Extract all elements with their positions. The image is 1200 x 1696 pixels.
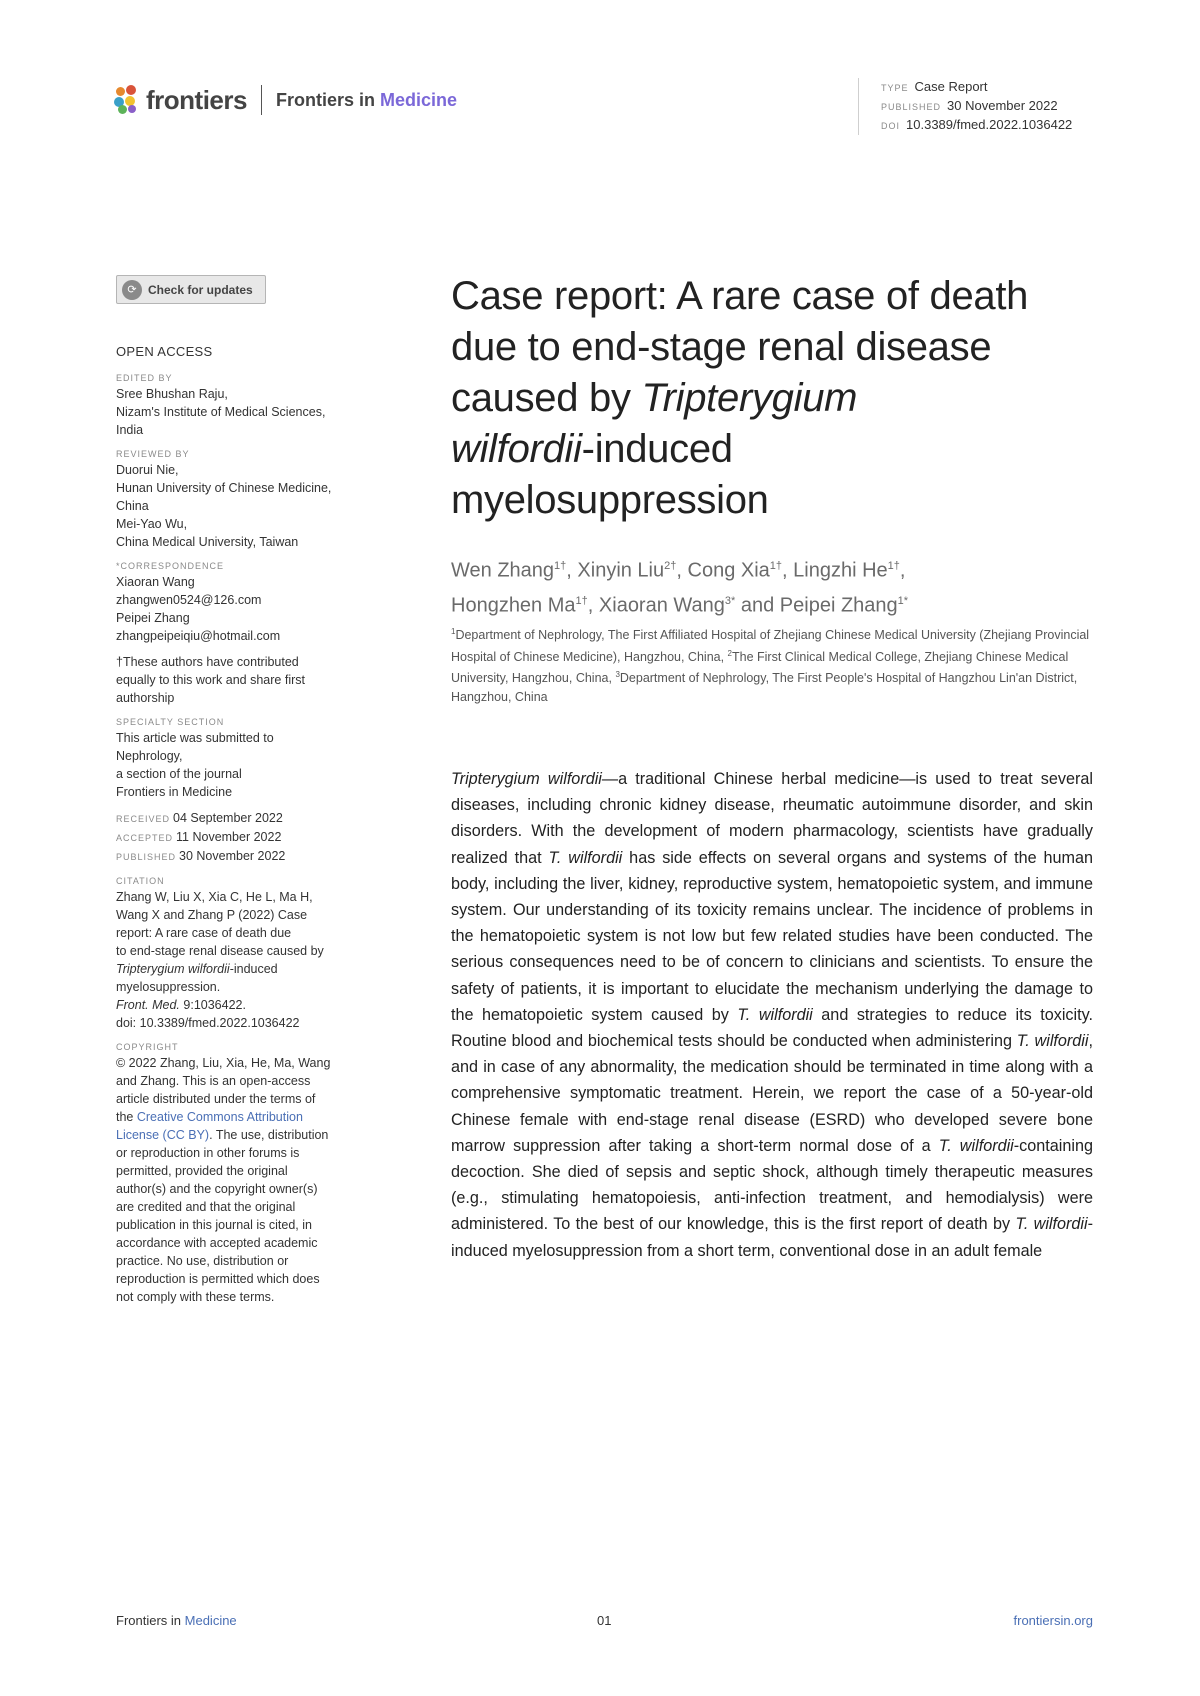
frontiers-logo-icon bbox=[114, 85, 140, 115]
author: Lingzhi He bbox=[793, 559, 888, 582]
edited-by-heading: EDITED BY bbox=[116, 373, 173, 383]
author: Hongzhen Ma bbox=[451, 594, 576, 617]
meta-doi: DOI 10.3389/fmed.2022.1036422 bbox=[881, 117, 1073, 132]
page-number: 01 bbox=[597, 1613, 612, 1628]
published-date: PUBLISHED 30 November 2022 bbox=[116, 849, 286, 863]
author: Peipei Zhang bbox=[779, 594, 898, 617]
open-access-label: OPEN ACCESS bbox=[116, 344, 213, 359]
specialty-heading: SPECIALTY SECTION bbox=[116, 717, 225, 727]
citation-text: Zhang W, Liu X, Xia C, He L, Ma H, Wang X and Zhang P (2022) Case report: A rare case of death due to end-stage renal disease caused by Tripterygium wilfordii-induced myelosuppression. Front. Med. 9:1036422. doi: 10.3389/fmed.2022.1036422 bbox=[116, 890, 324, 1030]
sidebar: OPEN ACCESS EDITED BY Sree Bhushan Raju, Nizam's Institute of Medical Sciences, India REVIEWED BY Duorui Nie, Hunan University of Chinese Medicine, China Mei-Yao Wu, China Medical University, Taiwan *CORRESPONDENCE Xiaoran Wang zhangwen0524@126.com Peipei Zhang zhangpeipeiqiu@hotmail.com †These authors have contributed equally to this work and share first authorship SPECIALTY SECTION This article was submitted to Nephrology, a section of the journal Frontiers in Medicine RECEIVED 04 September 2022 ACCEPTED 11 November 2022 PUBLISHED 30 November 2022 CITATION Zhang W, Liu X, Xia C, He L, Ma H, Wang X and Zhang P (2022) Case report: A rare case of death due to end-stage renal disease caused by Tripterygium wilfordii-induced myelosuppression. Front. Med. 9:1036422. doi: 10.3389/fmed.2022.1036422 COPYRIGHT © 2022 Zhang, Liu, Xia, He, Ma, Wang and Zhang. This is an open-access article distributed under the terms of the Creative Commons Attribution License (CC BY). The use, distribution or reproduction in other forums is permitted, provided the original author(s) and the copyright owner(s) are credited and that the original publication in this journal is cited, in accordance with accepted academic practice. No use, distribution or reproduction is permitted which does not comply with these terms. bbox=[116, 343, 371, 1306]
article-meta bbox=[858, 78, 1072, 135]
frontiers-logo bbox=[114, 83, 457, 117]
affiliations: $^1$Department of Nephrology, The First Affiliated Hospital of Zhejiang Chinese Medical University (Zhejiang Provincial Hospital of Chinese Medicine), Hangzhou, China, $^2$The First Clinical Medical College, Zhejiang Chinese Medical University, Hangzhou, China, $^3$Department of Nephrology, The First People's Hospital of Hangzhou Lin'an District, Hangzhou, China bbox=[451, 627, 1090, 704]
accepted-date: ACCEPTED 11 November 2022 bbox=[116, 830, 282, 844]
reviewed-by-heading: REVIEWED BY bbox=[116, 449, 190, 459]
license-link-cont[interactable]: License (CC BY) bbox=[116, 1128, 210, 1142]
citation-heading: CITATION bbox=[116, 876, 165, 886]
journal-name: Frontiers in Medicine bbox=[275, 89, 458, 110]
author: Wen Zhang bbox=[451, 559, 555, 582]
correspondence-heading: *CORRESPONDENCE bbox=[116, 561, 225, 571]
author-list: Wen Zhang$^{1\dagger}$, Xinyin Liu$^{2\dagger}$, Cong Xia$^{1\dagger}$, Lingzhi $He^{1\dagger}$, Hongzhen $Ma^{1\dagger}$, Xiaoran Wang$^{3*}$ and Peipei Zhang$^{1*}$ bbox=[451, 559, 909, 617]
copyright-text: © 2022 Zhang, Liu, Xia, He, Ma, Wang and Zhang. This is an open-access article distributed under the terms of the Creative Commons Attribution License (CC BY). The use, distribution or reproduction in other forums is permitted, provided the original author(s) and the copyright owner(s) are credited and that the original publication in this journal is cited, in accordance with accepted academic practice. No use, distribution or reproduction is permitted which does not comply with these terms. bbox=[116, 1056, 331, 1304]
check-for-updates-button[interactable] bbox=[116, 275, 266, 304]
logo-divider bbox=[261, 85, 262, 115]
footer-journal: Frontiers in Medicine bbox=[116, 1613, 237, 1628]
meta-published: PUBLISHED 30 November 2022 bbox=[881, 98, 1058, 113]
article-title: Case report: A rare case of death due to end-stage renal disease caused by Tripterygium wilfordii-induced myelosuppression bbox=[451, 274, 1029, 522]
license-link[interactable]: Creative Commons Attribution bbox=[136, 1110, 303, 1124]
refresh-icon: ⟳ bbox=[122, 280, 142, 300]
abstract: Tripterygium wilfordii—a traditional Chinese herbal medicine—is used to treat several diseases, including chronic kidney disease, rheumatic autoimmune disorder, and skin disorders. With the development of modern pharmacology, scientists have gradually realized that T. wilfordii has side effects on several organs and systems of the human body, including the liver, kidney, reproductive system, hematopoietic system, and immune system. Our understanding of its toxicity remains unclear. The incidence of problems in the hematopoietic system is not low but few related studies have been conducted. The serious consequences need to be of concern to clinicians and scientists. To ensure the safety of patients, it is important to elucidate the mechanism underlying the damage to the hematopoietic system caused by T. wilfordii and strategies to reduce its toxicity. Routine blood and biochemical tests should be conducted when administering T. wilfordii, and in case of any abnormality, the medication should be terminated in time along with a comprehensive symptomatic treatment. Herein, we report the case of a 50-year-old Chinese female with end-stage renal disease (ESRD) who developed severe bone marrow suppression after taking a short-term normal dose of a T. wilfordii-containing decoction. She died of sepsis and septic shock, although timely therapeutic measures (e.g., stimulating hematopoiesis, anti-infection treatment, and hemodialysis) were administered. To the best of our knowledge, this is the first report of death by T. wilfordii-induced myelosuppression from a short term, conventional dose in an adult female bbox=[451, 770, 1093, 1260]
email-link-2[interactable]: zhangpeipeiqiu@hotmail.com bbox=[116, 629, 281, 643]
logo-wordmark: frontiers bbox=[146, 84, 247, 115]
footer-site-link[interactable]: frontiersin.org bbox=[1013, 1613, 1093, 1628]
meta-type: TYPE Case Report bbox=[881, 79, 988, 94]
contribution-note: †These authors have contributed equally to this work and share first authorship bbox=[116, 655, 305, 705]
author: Cong Xia bbox=[687, 559, 770, 582]
author: Xinyin Liu bbox=[577, 559, 665, 582]
received-date: RECEIVED 04 September 2022 bbox=[116, 811, 283, 825]
check-for-updates-label: Check for updates bbox=[148, 282, 253, 297]
copyright-heading: COPYRIGHT bbox=[116, 1042, 179, 1052]
email-link-1[interactable]: zhangwen0524@126.com bbox=[116, 593, 262, 607]
author: Xiaoran Wang bbox=[598, 594, 725, 617]
